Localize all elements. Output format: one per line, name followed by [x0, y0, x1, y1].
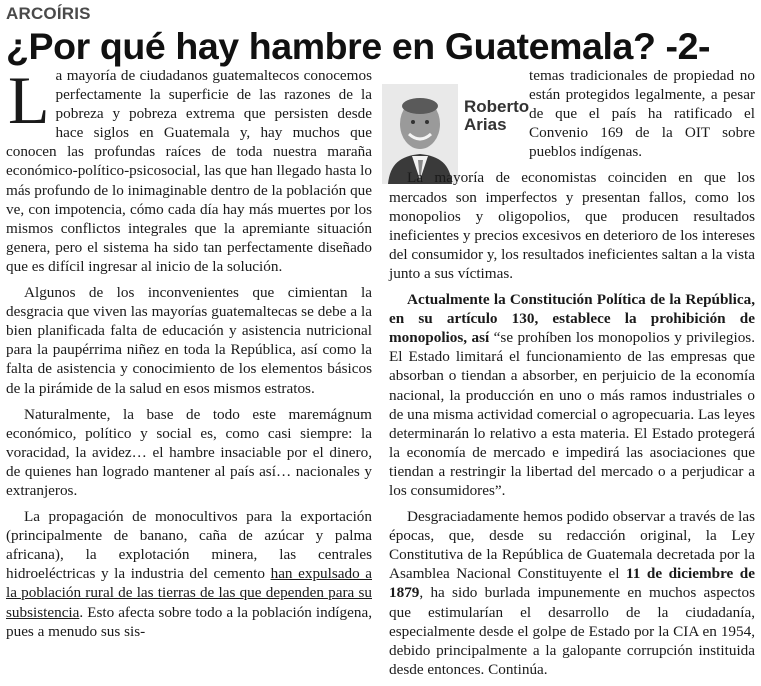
bold-date: 11 de diciembre de 1879 [389, 565, 755, 602]
paragraph: La mayoría de economistas coinciden en que los mercados son imperfectos y presentan fallos, como los monopolios y oligopolios, que producen resultados ineficientes y precios excesivos en deterioro de los intereses del consumidor y, los resultados ineficientes saltan a la vista junto a sus víctimas. [389, 169, 755, 282]
column-left [6, 62, 530, 648]
column-right [389, 66, 755, 686]
underlined-text: han expulsado a la población rural de las tierras de las que dependen para su subsistencia [6, 565, 373, 621]
paragraph [389, 507, 755, 679]
paragraph-text: . Esto afecta sobre todo a la población indígena, pues a menudo sus sis- [6, 603, 372, 640]
paragraph [6, 62, 372, 276]
paragraph [6, 507, 372, 641]
section-label: ARCOÍRIS [6, 4, 91, 23]
author-first-name: Roberto [464, 97, 530, 116]
paragraph: temas tradicionales de propiedad no están protegidos legalmente, a pesar de que el país ha ratificado el Convenio 169 de la OIT sobre pueblos indígenas. [529, 67, 755, 161]
bold-text: Actualmente la Constitución Política de la República, en su artículo 130, establece la prohibición de monopolios, así [389, 291, 755, 347]
paragraph: Algunos de los inconvenientes que cimientan la desgracia que viven las mayorías guatemaltecas se debe a la bien planificada falta de educación y asistencia nutricional para la paupérrima niñez en toda la República, así como la falta de asistencia y conocimiento de los elementos básicos de la pirámide de la salud en esos mismos estratos. [6, 284, 372, 397]
paragraph-text: , ha sido burlada impunemente en muchos aspectos que estimularían el desarrollo de la ciudadanía, especialmente desde el golpe de Estado por la CIA en 1954, debido principalmente a la galopante corrupción instituida desde entonces. Continúa. [389, 584, 755, 678]
paragraph: Naturalmente, la base de todo este maremágnum económico, político y social es, como casi siempre: la voracidad, la avidez… el hambre insaciable por el dinero, de quienes han logrado mantener al país así… nacionales y extranjeros. [6, 405, 372, 499]
paragraph-text: a mayoría de ciudadanos guatemaltecos conocemos perfectamente la superficie de las razones de la pobreza y pobreza extrema que persisten desde hace siglos en Guatemala y, hay muchos que conocen las profundas raíces de toda nuestra maraña económico-político-psicosocial, las que han llegado hasta lo más profundo de lo inimaginable dentro de la población que ve, con impotencia, cómo cada día hay más muertes por los mismos conflictos integrales que la apremiante situación genera, pero el sistema ha sido tan perfectamente diseñado que es difícil ingresar al inicio de la solución. [6, 67, 372, 275]
paragraph [389, 290, 755, 500]
headline: ¿Por qué hay hambre en Guatemala? -2- [6, 25, 711, 67]
drop-cap: L [8, 62, 50, 138]
paragraph-text: Desgraciadamente hemos podido observar a través de las épocas, que, desde su redacción original, la Ley Constitutiva de la República de Guatemala decretada por la Asamblea Nacional Constituyente el [389, 508, 755, 583]
paragraph-text: “se prohíben los monopolios y privilegios. El Estado limitará el funcionamiento de las empresas que absorban o tiendan a absorber, en perjuicio de la economía nacional, la producción en uno o más ramos industriales o de una misma actividad comercial o agropecuaria. Las leyes determinarán lo relativo a esta materia. El Estado protegerá la economía de mercado e impedirá las asociaciones que tiendan a restringir la libertad del mercado o a perjudicar a los consumidores”. [389, 329, 756, 499]
author-last-name: Arias [464, 115, 507, 134]
paragraph-text: La propagación de monocultivos para la exportación (principalmente de banano, caña de azúcar y palma africana), la explotación minera, las centrales hidroeléctricas y la industria del cemento [6, 508, 372, 583]
